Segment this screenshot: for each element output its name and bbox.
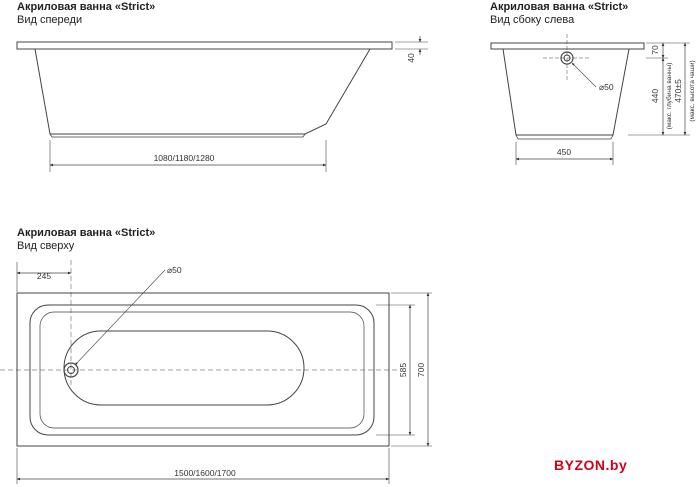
front-bowl-outline	[35, 49, 370, 134]
side-rim	[491, 43, 644, 49]
front-length-label: 1080/1180/1280	[153, 153, 215, 163]
top-outer-rim	[17, 293, 389, 446]
top-drain-label: ⌀50	[167, 265, 182, 275]
top-view-title: Акриловая ванна «Strict»	[17, 227, 156, 239]
side-height-label: 470±5	[673, 79, 683, 103]
front-view-drawing	[17, 36, 428, 172]
side-drain-leader	[572, 63, 596, 87]
top-inner-label: 585	[398, 362, 408, 378]
side-bowl-outline	[503, 49, 629, 135]
side-height-note: (макс. высота чаши)	[689, 60, 696, 122]
front-view-title: Акриловая ванна «Strict»	[17, 1, 156, 13]
side-depth-note: (макс. глубина ванны)	[666, 62, 673, 130]
top-bottom-area	[64, 331, 304, 405]
front-view-subtitle: Вид спереди	[17, 14, 83, 26]
side-bowl-base	[516, 135, 613, 139]
front-rim	[17, 42, 392, 49]
side-view-drawing	[491, 34, 690, 165]
side-view-title: Акриловая ванна «Strict»	[490, 1, 629, 13]
top-drain-leader	[75, 270, 165, 365]
side-drain-label: ⌀50	[599, 82, 614, 92]
top-outer-label: 700	[416, 362, 426, 378]
top-view-subtitle: Вид сверху	[17, 240, 75, 252]
side-top-label: 70	[650, 45, 660, 55]
side-view-subtitle: Вид сбоку слева	[490, 14, 575, 26]
top-length-label: 1500/1600/1700	[174, 468, 236, 478]
side-depth-label: 440	[650, 88, 660, 104]
top-offset-label: 245	[36, 271, 52, 281]
brand-logo[interactable]: BYZON.by	[554, 457, 628, 473]
side-width-label: 450	[556, 147, 572, 157]
front-rim-label: 40	[406, 53, 416, 63]
top-view-drawing	[0, 260, 432, 484]
